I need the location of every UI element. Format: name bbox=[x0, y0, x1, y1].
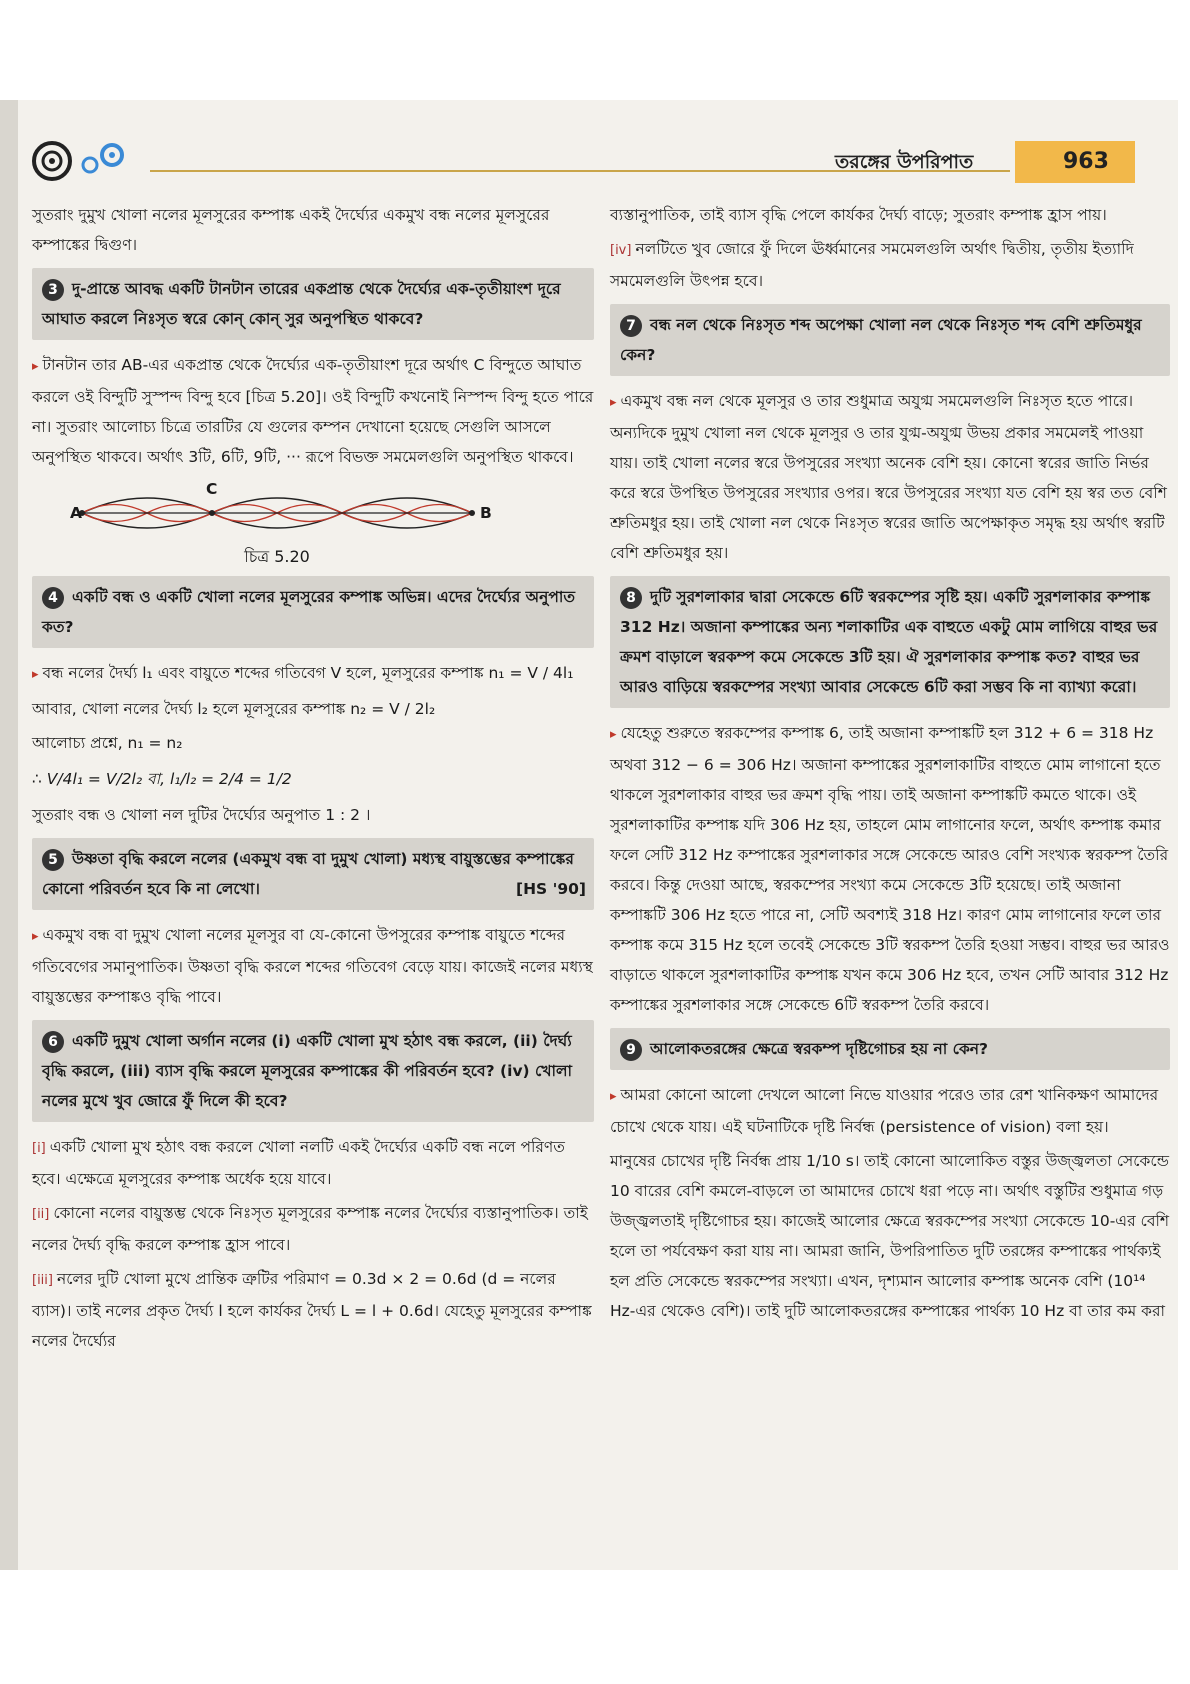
question-text: দুটি সুরশলাকার দ্বারা সেকেন্ডে 6টি স্বরকম্পের সৃষ্টি হয়। একটি সুরশলাকার কম্পাঙ্ক 312 Hz। অজানা কম্পাঙ্কের অন্য শলাকাটির এক বাহুতে একটু মোম লাগিয়ে বাহুর ভর ক্রমশ বাড়ালে স্বরকম্প কমে সেকেন্ডে 3টি হয়। ঐ সুরশলাকার কম্পাঙ্ক কত? বাহুর ভর আরও বাড়িয়ে স্বরকম্পের সংখ্যা আবার সেকেন্ডে 6টি করা সম্ভব কি না ব্যাখ্যা করো। bbox=[620, 588, 1158, 696]
gear-logo-icon bbox=[30, 138, 140, 184]
answer-text: বন্ধ নলের দৈর্ঘ্য l₁ এবং বায়ুতে শব্দের গতিবেগ V হলে, মূলসুরের কম্পাঙ্ক n₁ = V / 4l₁ bbox=[42, 664, 574, 682]
answer-marker-icon: ▸ bbox=[32, 929, 39, 944]
sub-marker: [ii] bbox=[32, 1207, 50, 1222]
answer-6-i bbox=[32, 1132, 594, 1194]
page-number: 963 bbox=[1015, 141, 1135, 183]
figure-5-20 bbox=[32, 478, 594, 568]
question-4 bbox=[32, 576, 594, 648]
answer-text: টানটান তার AB-এর একপ্রান্ত থেকে দৈর্ঘ্যের এক-তৃতীয়াংশ দূরে অর্থাৎ C বিন্দুতে আঘাত করলে ওই বিন্দুটি সুস্পন্দ বিন্দু হবে [চিত্র 5.20]। ওই বিন্দুটি কখনোই নিস্পন্দ বিন্দু হতে পারে না। সুতরাং আলোচ্য চিত্রে তারটির যে গুলের কম্পন দেখানো হয়েছে সেগুলি আসলে অনুপস্থিত থাকবে। অর্থাৎ 3টি, 6টি, 9টি, ··· রূপে বিভক্ত সমমেলগুলি অনুপস্থিত থাকবে। bbox=[32, 356, 594, 466]
answer-6-iii-continued: ব্যস্তানুপাতিক, তাই ব্যাস বৃদ্ধি পেলে কার্যকর দৈর্ঘ্য বাড়ে; সুতরাং কম্পাঙ্ক হ্রাস পায়। bbox=[610, 206, 1107, 224]
question-text: একটি দুমুখ খোলা অর্গান নলের (i) একটি খোলা মুখ হঠাৎ বন্ধ করলে, (ii) দৈর্ঘ্য বৃদ্ধি করলে, (iii) ব্যাস বৃদ্ধি করলে মূলসুরের কম্পাঙ্কের কী পরিবর্তন হবে? (iv) খোলা নলের মুখে খুব জোরে ফুঁ দিলে কী হবে? bbox=[42, 1032, 573, 1110]
page-left-edge bbox=[0, 100, 18, 1570]
chapter-title: তরঙ্গের উপরিপাত bbox=[835, 151, 974, 173]
answer-text: নলের দুটি খোলা মুখে প্রান্তিক ত্রুটির পরিমাণ = 0.3d × 2 = 0.6d (d = নলের ব্যাস)। তাই নলের প্রকৃত দৈর্ঘ্য l হলে কার্যকর দৈর্ঘ্য L = l + 0.6d। যেহেতু মূলসুরের কম্পাঙ্ক নলের দৈর্ঘ্যের bbox=[32, 1270, 592, 1350]
answer-4-conclusion: সুতরাং বন্ধ ও খোলা নল দুটির দৈর্ঘ্যের অনুপাত 1 : 2 । bbox=[32, 806, 371, 824]
question-text: দু-প্রান্তে আবদ্ধ একটি টানটান তারের একপ্রান্ত থেকে দৈর্ঘ্যের এক-তৃতীয়াংশ দূরে আঘাত করলে নিঃসৃত স্বরে কোন্ কোন্ সুর অনুপস্থিত থাকবে? bbox=[42, 280, 561, 328]
answer-marker-icon: ▸ bbox=[32, 359, 39, 374]
question-text: একটি বন্ধ ও একটি খোলা নলের মূলসুরের কম্পাঙ্ক অভিন্ন। এদের দৈর্ঘ্যের অনুপাত কত? bbox=[42, 588, 575, 636]
question-number: 4 bbox=[42, 587, 64, 609]
question-8 bbox=[610, 576, 1170, 708]
label-b: B bbox=[480, 504, 492, 522]
answer-marker-icon: ▸ bbox=[32, 667, 39, 682]
answer-4-line-1 bbox=[32, 658, 594, 690]
answer-text: আমরা কোনো আলো দেখলে আলো নিভে যাওয়ার পরেও তার রেশ খানিকক্ষণ আমাদের চোখে থেকে যায়। এই ঘটনাটিকে দৃষ্টি নির্বন্ধ (persistence of vision) বলা হয়। bbox=[610, 1086, 1159, 1136]
answer-marker-icon: ▸ bbox=[610, 727, 617, 742]
intro-text: সুতরাং দুমুখ খোলা নলের মূলসুরের কম্পাঙ্ক একই দৈর্ঘ্যের একমুখ বন্ধ নলের মূলসুরের কম্পাঙ্কের দ্বিগুণ। bbox=[32, 206, 550, 254]
sub-marker: [i] bbox=[32, 1141, 46, 1156]
question-number: 7 bbox=[620, 315, 642, 337]
label-a: A bbox=[70, 504, 82, 522]
answer-text: একটি খোলা মুখ হঠাৎ বন্ধ করলে খোলা নলটি একই দৈর্ঘ্যের একটি বন্ধ নলে পরিণত হবে। এক্ষেত্রে মূলসুরের কম্পাঙ্ক অর্ধেক হয়ে যাবে। bbox=[32, 1138, 565, 1188]
question-number: 8 bbox=[620, 587, 642, 609]
header-band bbox=[140, 145, 1160, 183]
figure-caption: চিত্র 5.20 bbox=[244, 547, 310, 566]
answer-4-equation: ∴ V/4l₁ = V/2l₂ বা, l₁/l₂ = 2/4 = 1/2 bbox=[32, 770, 292, 788]
question-number: 9 bbox=[620, 1039, 642, 1061]
answer-text: কোনো নলের বায়ুস্তম্ভ থেকে নিঃসৃত মূলসুরের কম্পাঙ্ক নলের দৈর্ঘ্যের ব্যস্তানুপাতিক। তাই নলের দৈর্ঘ্য বৃদ্ধি করলে কম্পাঙ্ক হ্রাস পাবে। bbox=[32, 1204, 588, 1254]
answer-text: একমুখ বন্ধ নল থেকে মূলসুর ও তার শুধুমাত্র অযুগ্ম সমমেলগুলি নিঃসৃত হতে পারে। অন্যদিকে দুমুখ খোলা নল থেকে মূলসুর ও তার যুগ্ম-অযুগ্ম উভয় প্রকার সমমেলই পাওয়া যায়। তাই খোলা নলের স্বরে উপসুরের সংখ্যা অনেক বেশি হয়। কোনো স্বরের জাতি নির্ভর করে স্বরে উপস্থিত উপসুরের সংখ্যার ওপর। স্বরে উপসুরের সংখ্যা যত বেশি হয় স্বর তত বেশি শ্রুতিমধুর হয়। তাই খোলা নল থেকে নিঃসৃত স্বরের জাতি অপেক্ষাকৃত সমৃদ্ধ হয় অর্থাৎ স্বরটি বেশি শ্রুতিমধুর হয়। bbox=[610, 392, 1167, 562]
sub-marker: [iv] bbox=[610, 243, 632, 258]
standing-wave-diagram bbox=[32, 478, 592, 548]
left-column bbox=[32, 196, 594, 1360]
answer-9-para-1 bbox=[610, 1080, 1170, 1142]
answer-text: নলটিতে খুব জোরে ফুঁ দিলে ঊর্ধ্বমানের সমমেলগুলি অর্থাৎ দ্বিতীয়, তৃতীয় ইত্যাদি সমমেলগুলি উৎপন্ন হবে। bbox=[610, 240, 1134, 290]
question-text: আলোকতরঙ্গের ক্ষেত্রে স্বরকম্প দৃষ্টিগোচর হয় না কেন? bbox=[650, 1040, 989, 1058]
answer-text: যেহেতু শুরুতে স্বরকম্পের কম্পাঙ্ক 6, তাই অজানা কম্পাঙ্কটি হল 312 + 6 = 318 Hz অথবা 312 − 6 = 306 Hz। অজানা কম্পাঙ্কের সুরশলাকাটির বাহুতে মোম লাগানো হতে থাকলে সুরশলাকার বাহুর ভর ক্রমশ বৃদ্ধি পায়। তাই অজানা কম্পাঙ্কটি কমতে থাকে। ওই সুরশলাকাটির কম্পাঙ্ক যদি 306 Hz হয়, তাহলে মোম লাগানোর ফলে, অর্থাৎ কম্পাঙ্ক কমার ফলে সেটি 312 Hz কম্পাঙ্কের সুরশলাকার সঙ্গে সেকেন্ডে আরও বেশি সংখ্যক স্বরকম্প তৈরি করবে। কিন্তু দেওয়া আছে, স্বরকম্পের সংখ্যা কমে সেকেন্ডে 3টি হয়েছে। তাই অজানা কম্পাঙ্কটি 306 Hz হতে পারে না, সেটি অবশ্যই 318 Hz। কারণ মোম লাগানোর ফলে তার কম্পাঙ্ক কমে 315 Hz হলে তবেই সেকেন্ডে 3টি স্বরকম্প তৈরি হওয়া সম্ভব। বাহুর ভর আরও বাড়াতে থাকলে সুরশলাকাটির কম্পাঙ্ক যখন কমে 306 Hz হবে, তখন সেটি আবার 312 Hz কম্পাঙ্কের সুরশলাকার সঙ্গে সেকেন্ডে 6টি স্বরকম্প তৈরি করবে। bbox=[610, 724, 1170, 1014]
right-column bbox=[610, 196, 1170, 1330]
question-5 bbox=[32, 838, 594, 910]
answer-6-iii bbox=[32, 1264, 594, 1356]
answer-4-line-3: আলোচ্য প্রশ্নে, n₁ = n₂ bbox=[32, 734, 183, 752]
question-7 bbox=[610, 304, 1170, 376]
question-number: 6 bbox=[42, 1031, 64, 1053]
answer-8 bbox=[610, 718, 1170, 1020]
question-9 bbox=[610, 1028, 1170, 1070]
question-text: বন্ধ নল থেকে নিঃসৃত শব্দ অপেক্ষা খোলা নল থেকে নিঃসৃত শব্দ বেশি শ্রুতিমধুর কেন? bbox=[620, 316, 1142, 364]
question-6 bbox=[32, 1020, 594, 1122]
answer-6-iv bbox=[610, 234, 1170, 296]
question-number: 5 bbox=[42, 849, 64, 871]
answer-text: একমুখ বন্ধ বা দুমুখ খোলা নলের মূলসুর বা যে-কোনো উপসুরের কম্পাঙ্ক বায়ুতে শব্দের গতিবেগের সমানুপাতিক। উষ্ণতা বৃদ্ধি করলে শব্দের গতিবেগ বেড়ে যায়। কাজেই নলের মধ্যস্থ বায়ুস্তম্ভের কম্পাঙ্কও বৃদ্ধি পাবে। bbox=[32, 926, 593, 1006]
answer-5 bbox=[32, 920, 594, 1012]
question-text: উষ্ণতা বৃদ্ধি করলে নলের (একমুখ বন্ধ বা দুমুখ খোলা) মধ্যস্থ বায়ুস্তম্ভের কম্পাঙ্কের কোনো পরিবর্তন হবে কি না লেখো। bbox=[42, 850, 574, 898]
answer-7 bbox=[610, 386, 1170, 568]
label-c: C bbox=[206, 480, 218, 498]
sub-marker: [iii] bbox=[32, 1273, 53, 1288]
answer-4-line-2: আবার, খোলা নলের দৈর্ঘ্য l₂ হলে মূলসুরের কম্পাঙ্ক n₂ = V / 2l₂ bbox=[32, 700, 436, 718]
exam-tag: [HS '90] bbox=[515, 880, 586, 898]
answer-9-para-2: মানুষের চোখের দৃষ্টি নির্বন্ধ প্রায় 1/10 s। তাই কোনো আলোকিত বস্তুর উজ্জ্বলতা সেকেন্ডে 10 বারের বেশি কমলে-বাড়লে তা আমাদের চোখে ধরা পড়ে না। অর্থাৎ বস্তুটির শুধুমাত্র গড় উজ্জ্বলতাই দৃষ্টিগোচর হয়। কাজেই আলোর ক্ষেত্রে স্বরকম্পের সংখ্যা সেকেন্ডে 10-এর বেশি হলে তা পর্যবেক্ষণ করা যায় না। আমরা জানি, উপরিপাতিত দুটি তরঙ্গের কম্পাঙ্কের পার্থক্যই হল প্রতি সেকেন্ডে স্বরকম্পের সংখ্যা। এখন, দৃশ্যমান আলোর কম্পাঙ্ক অনেক বেশি (10¹⁴ Hz-এর থেকেও বেশি)। তাই দুটি আলোকতরঙ্গের কম্পাঙ্কের পার্থক্য 10 Hz বা তার কম করা bbox=[610, 1152, 1170, 1320]
answer-marker-icon: ▸ bbox=[610, 1089, 617, 1104]
answer-3 bbox=[32, 350, 594, 472]
question-number: 3 bbox=[42, 279, 64, 301]
question-3 bbox=[32, 268, 594, 340]
answer-6-ii bbox=[32, 1198, 594, 1260]
answer-marker-icon: ▸ bbox=[610, 395, 617, 410]
